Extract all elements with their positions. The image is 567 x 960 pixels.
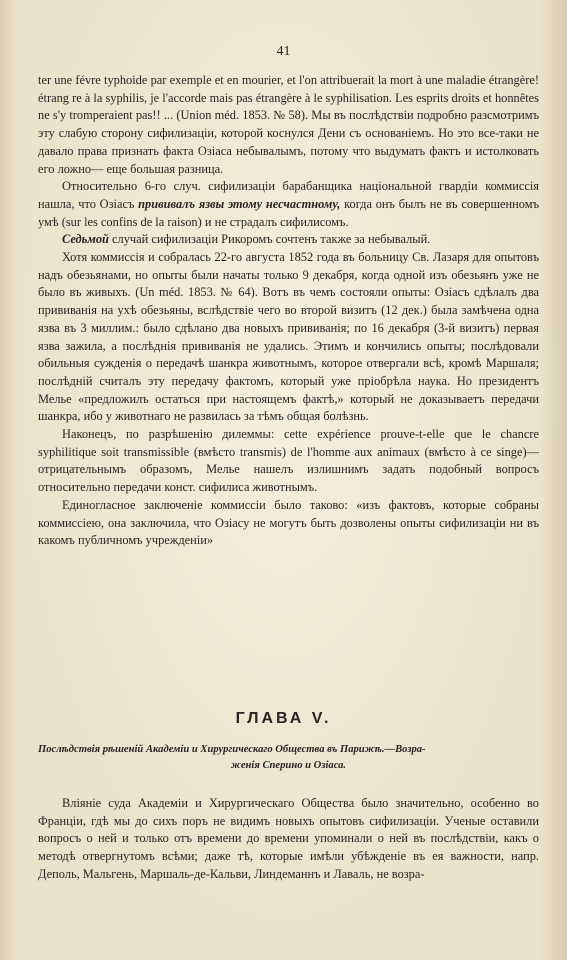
paragraph: Хотя коммиссія и собралась 22-го августа 1852 года въ больницу Св. Лазаря для опытовъ надъ обезьянами, но опыты были начаты только 9 декабря, когда одной изъ обезьянъ уже не было въ живыхъ. (Un méd. 1853. № 64). Вотъ въ чемъ состояли опыты: Озіасъ сдѣлалъ два прививанія на ухѣ обезьяны, вслѣдствіе чего во второй визитъ (12 дек.) была замѣчена одна язва въ 3 миллим.: было сдѣлано два новыхъ прививанія; по 16 декабря (3-й визитъ) первая язва зажила, а послѣднія прививанія не удались. Этимъ и кончились опыты; послѣдовали обильныя сужденія о передачѣ шанкра животнымъ, которое отвергали всѣ, кромѣ Маршаля; послѣдній считалъ эту передачу фактомъ, который уже пріобрѣла наука. Но президентъ Мелье «предложилъ остаться при настоящемъ фактѣ,» который не доказываетъ передачи шанкра, ибо у животнаго не развилась за тѣмъ общая болѣзнь. bbox=[38, 250, 539, 424]
emphasis-text: Седьмой bbox=[62, 232, 109, 247]
paragraph: Вліяніе суда Академіи и Хирургическаго Общества было значительно, особенно во Франціи, гдѣ мы до сихъ поръ не видимъ новыхъ опытовъ сифилизаціи. Ученые оставили вопросъ о ней и только отъ времени до времени упоминали о ней въ послѣдствіи, какъ о методѣ отвергнутомъ всѣми; даже тѣ, которые имѣли убѣжденіе въ ея важности, напр. Деполь, Мальгень, Маршаль-де-Кальви, Линдеманнъ и Лаваль, не возра- bbox=[38, 796, 539, 881]
body-text-bottom bbox=[38, 795, 539, 884]
paragraph: Наконецъ, по разрѣшенію дилеммы: cette expérience prouve-t-elle que le chancre syphilitique soit transmissible (вмѣсто transmis) de l'homme aux animaux (вмѣсто à ce singe)—отрицательнымъ образомъ, Мелье нашелъ излишнимъ задать подобный вопросъ относительно передачи конст. сифилиса животнымъ. bbox=[38, 427, 539, 495]
paragraph: Седьмой случай сифилизаціи Рикоромъ сочтенъ также за небывалый. bbox=[62, 232, 431, 247]
chapter-subtitle-line: женія Сперино и Озіаса. bbox=[230, 760, 347, 771]
body-text-top bbox=[38, 72, 539, 550]
chapter-heading: ГЛАВА V. bbox=[235, 710, 332, 727]
emphasis-text: прививалъ язвы этому несчастному, bbox=[138, 196, 341, 211]
paragraph: ter une févre typhoide par exemple et en mourier, et l'on attribuerait la mort à une maladie étrangère! étrang re à la syphilis, je l'accorde mais pas étrangère à le syphilisation. Les esprits droits et honnêtes ne s'y tromperaient pas!! ... (Union méd. 1853. № 58). Мы въ послѣдствіи подробно разсмотримъ эту слабую сторону сифилизаціи, которой коснулся Дени съ основаніемъ. Но это все-таки не давало права признать факта Озіаса небывалымъ, потому что выдумать фактъ и истолковать его ложно— еще большая разница. bbox=[38, 73, 539, 176]
paragraph: Единогласное заключеніе коммиссіи было таково: «изъ фактовъ, которые собраны коммиссіею, она заключила, что Озіасу не могутъ быть дозволены опыты сифилизаціи ни въ какомъ публичномъ учрежденіи» bbox=[38, 497, 539, 548]
chapter-subtitle-line: Послѣдствія рѣшеній Академіи и Хирургическаго Общества въ Парижѣ.—Возра- bbox=[38, 744, 426, 755]
paragraph: Относительно 6-го случ. сифилизаціи барабанщика національной гвардіи коммиссія нашла, что Озіасъ прививалъ язвы этому несчастному, когда онъ былъ не въ совершенномъ умѣ (sur les confins de la raison) и не страдалъ сифилисомъ. bbox=[38, 179, 540, 229]
chapter-subtitle bbox=[38, 742, 539, 774]
page-number: 41 bbox=[276, 44, 291, 59]
